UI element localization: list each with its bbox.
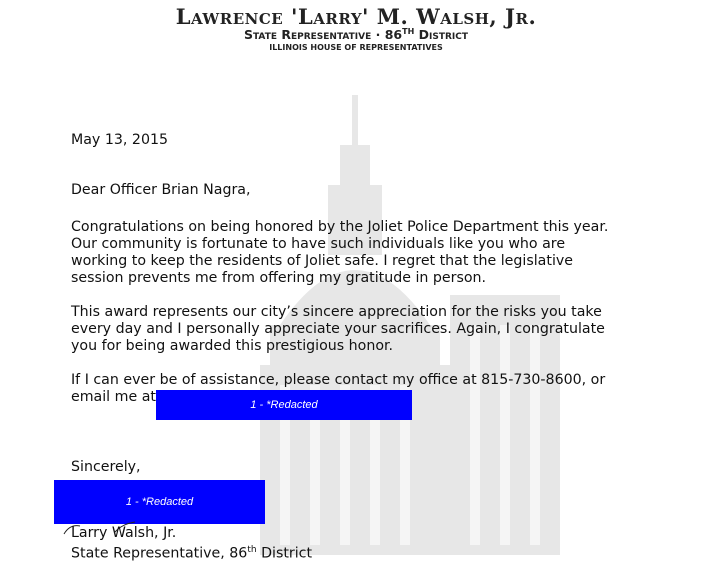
title-prefix: State Representative · 86 [243,27,403,43]
paragraph-1-line: working to keep the residents of Joliet safe. I regret that the legislative [71,253,574,269]
letter-date: May 13, 2015 [71,132,169,148]
letterhead-chamber: ILLINOIS HOUSE OF REPRESENTATIVES [269,43,443,52]
paragraph-2-line: This award represents our city’s sincere appreciation for the risks you take [71,304,602,320]
paragraph-1-line: Congratulations on being honored by the Joliet Police Department this year. [71,219,609,235]
signer-name: Larry Walsh, Jr. [71,525,177,541]
paragraph-3-line: email me at [71,389,156,405]
paragraph-2-line: you for being awarded this prestigious honor. [71,338,394,354]
paragraph-3-line: If I can ever be of assistance, please contact my office at 815-730-8600, or [71,372,606,388]
salutation: Dear Officer Brian Nagra, [71,182,251,198]
closing: Sincerely, [71,459,141,475]
paragraph-2-line: every day and I personally appreciate your sacrifices. Again, I congratulate [71,321,605,337]
paragraph-1-line: Our community is fortunate to have such individuals like you who are [71,236,566,252]
letterhead-name: Lawrence 'Larry' M. Walsh, Jr. [175,4,537,29]
email-redaction: 1 - *Redacted [156,390,412,420]
signer-title-suffix: District [256,545,313,562]
title-sup: TH [402,27,415,36]
signer-title-sup: th [247,545,257,555]
paragraph-1-line: session prevents me from offering my gratitude in person. [71,270,487,286]
title-suffix: District [414,27,468,43]
signature-redaction: 1 - *Redacted [54,480,265,524]
letterhead-title [0,27,712,42]
signer-title-prefix: State Representative, 86 [71,545,248,562]
signer-title [71,542,312,563]
